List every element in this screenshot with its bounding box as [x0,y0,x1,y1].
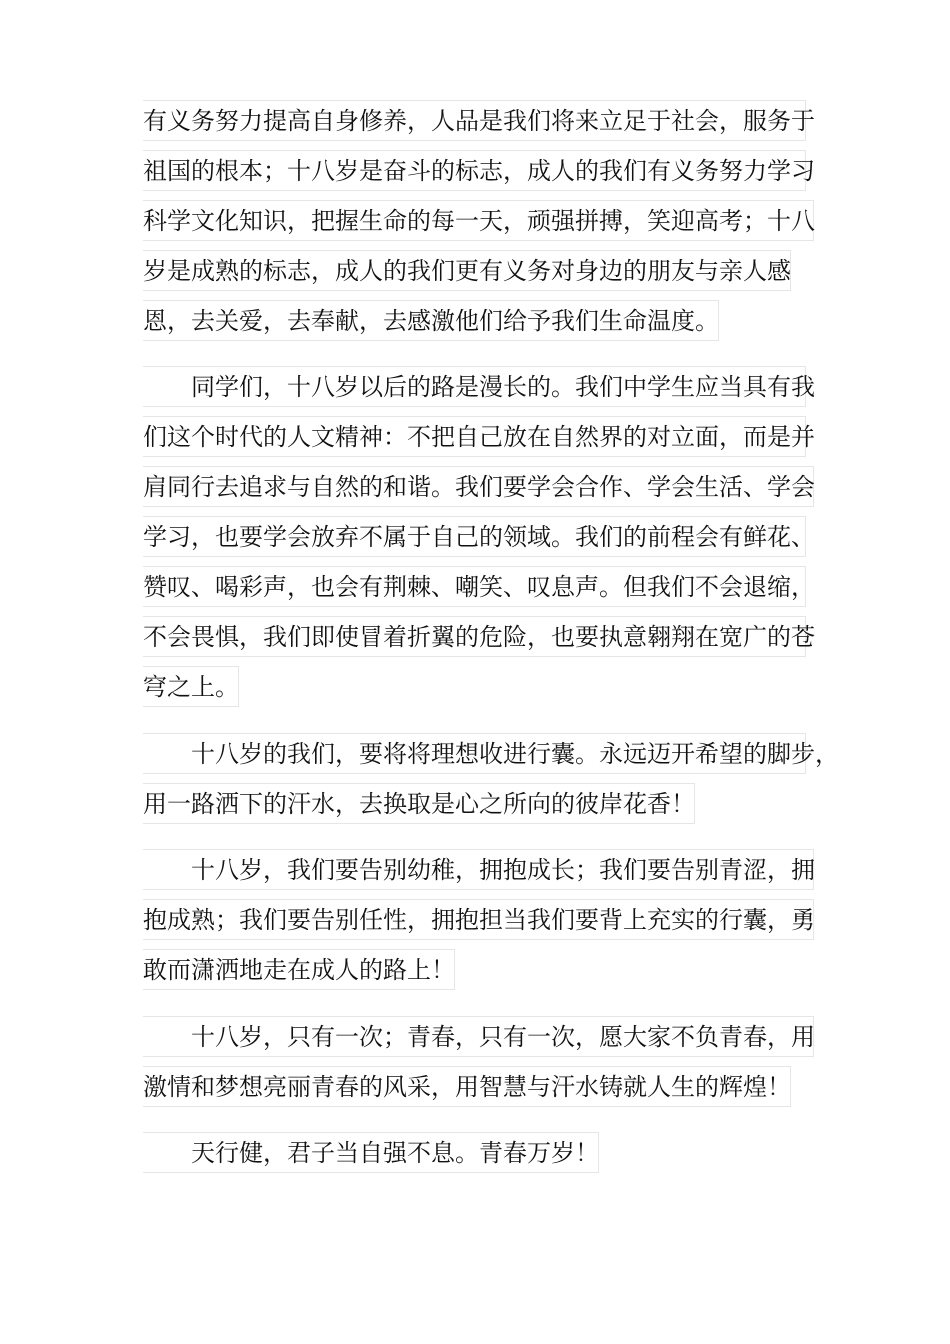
paragraph-5-line-2: 激情和梦想亮丽青春的风采，用智慧与汗水铸就人生的辉煌！ [143,1066,791,1107]
paragraph-2-line-7: 穹之上。 [143,666,239,707]
paragraph-1-line-4: 岁是成熟的标志，成人的我们更有义务对身边的朋友与亲人感 [143,250,791,291]
paragraph-3-line-1: 十八岁的我们，要将将理想收进行囊。永远迈开希望的脚步， [143,733,806,774]
paragraph-1-line-5: 恩，去关爱，去奉献，去感激他们给予我们生命温度。 [143,300,719,341]
paragraph-6-line-1: 天行健，君子当自强不息。青春万岁！ [143,1132,599,1173]
paragraph-1-line-2: 祖国的根本；十八岁是奋斗的标志，成人的我们有义务努力学习 [143,150,806,191]
paragraph-3-line-2: 用一路洒下的汗水，去换取是心之所向的彼岸花香！ [143,783,695,824]
paragraph-4-line-1: 十八岁，我们要告别幼稚，拥抱成长；我们要告别青涩，拥 [143,849,814,890]
paragraph-1-line-1: 有义务努力提高自身修养，人品是我们将来立足于社会，服务于 [143,100,806,141]
paragraph-2-line-2: 们这个时代的人文精神：不把自己放在自然界的对立面，而是并 [143,416,806,457]
paragraph-5-line-1: 十八岁，只有一次；青春，只有一次，愿大家不负青春，用 [143,1016,814,1057]
paragraph-2-line-5: 赞叹、喝彩声，也会有荆棘、嘲笑、叹息声。但我们不会退缩， [143,566,806,607]
paragraph-2-line-6: 不会畏惧，我们即使冒着折翼的危险，也要执意翱翔在宽广的苍 [143,616,806,657]
paragraph-4-line-2: 抱成熟；我们要告别任性，拥抱担当我们要背上充实的行囊，勇 [143,899,814,940]
paragraph-2-line-4: 学习，也要学会放弃不属于自己的领域。我们的前程会有鲜花、 [143,516,806,557]
paragraph-4-line-3: 敢而潇洒地走在成人的路上！ [143,949,455,990]
paragraph-2-line-3: 肩同行去追求与自然的和谐。我们要学会合作、学会生活、学会 [143,466,814,507]
paragraph-2-line-1: 同学们，十八岁以后的路是漫长的。我们中学生应当具有我 [143,366,806,407]
paragraph-1-line-3: 科学文化知识，把握生命的每一天，顽强拼搏，笑迎高考；十八 [143,200,814,241]
